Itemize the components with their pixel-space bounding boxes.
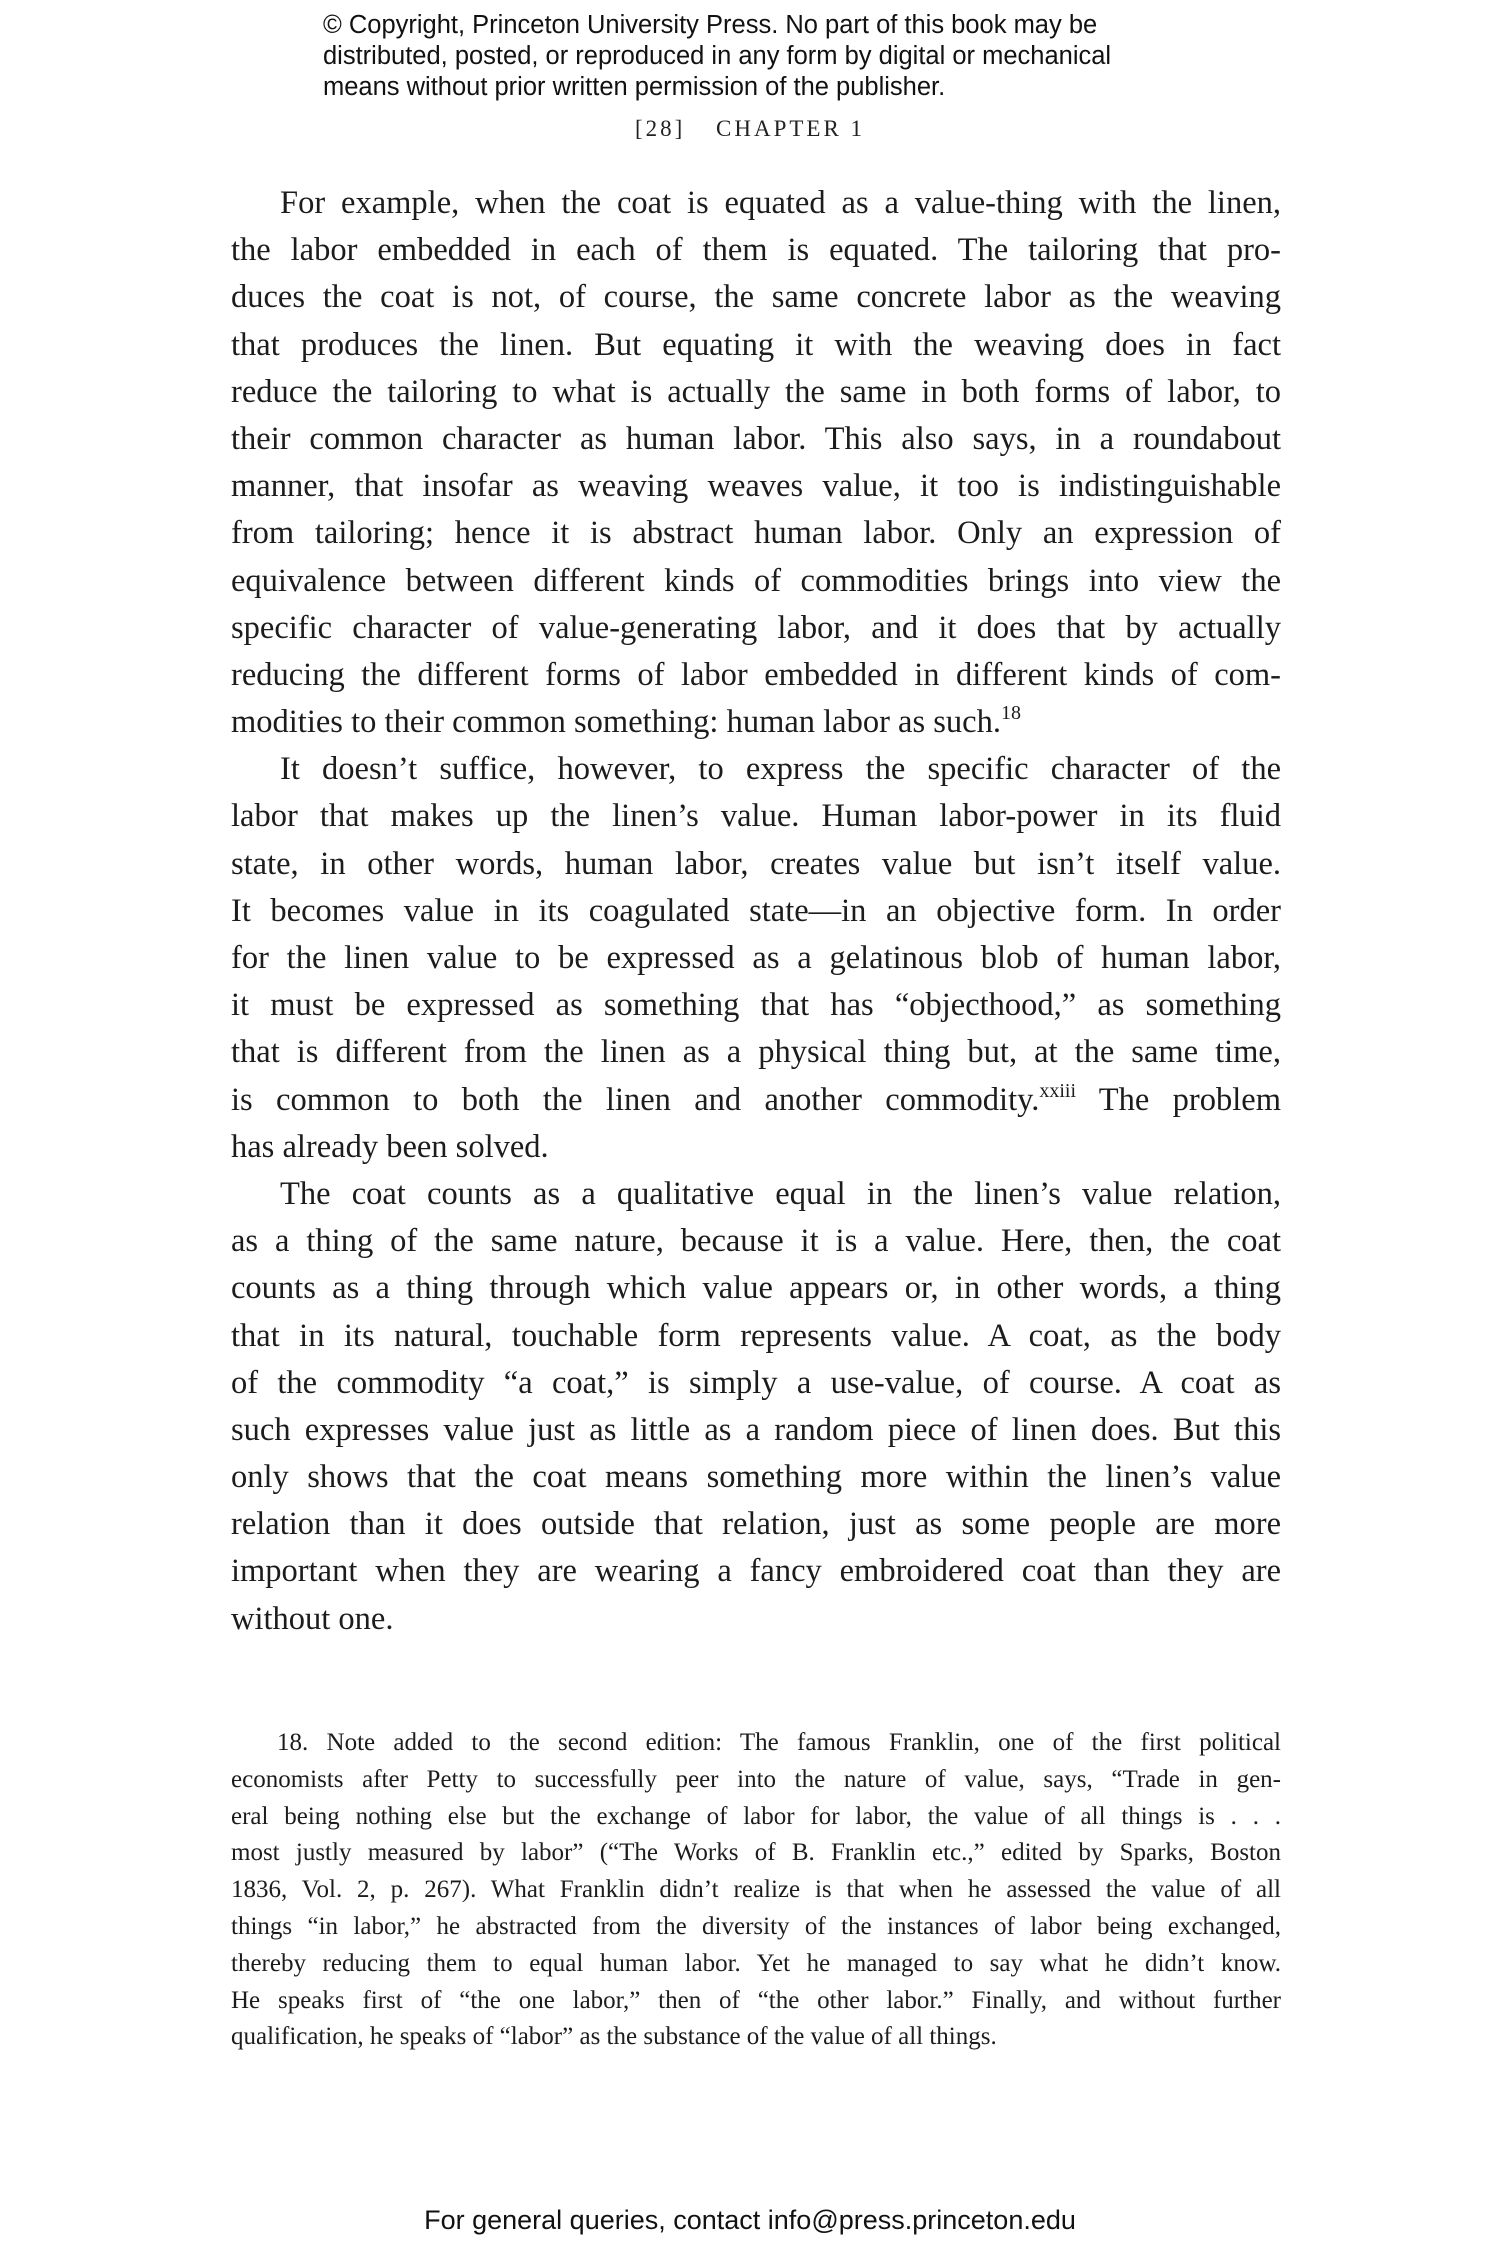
text-line: relation than it does outside that relation, just as some people are more bbox=[231, 1506, 1281, 1543]
text-line: counts as a thing through which value appears or, in other words, a thing bbox=[231, 1270, 1281, 1307]
text-line: reduce the tailoring to what is actually the same in both forms of labor, to bbox=[231, 373, 1281, 410]
text-line: of the commodity “a coat,” is simply a use-value, of course. A coat as bbox=[231, 1364, 1281, 1401]
copyright-line: means without prior written permission of the publisher. bbox=[323, 73, 946, 101]
copyright-line: distributed, posted, or reproduced in any form by digital or mechanical bbox=[323, 42, 1112, 70]
text-line: it must be expressed as something that has “objecthood,” as something bbox=[231, 987, 1281, 1024]
text-line: labor that makes up the linen’s value. Human labor-power in its fluid bbox=[231, 798, 1281, 835]
text-line: that produces the linen. But equating it with the weaving does in fact bbox=[231, 326, 1281, 363]
chapter-title: CHAPTER 1 bbox=[716, 116, 866, 141]
text-line: manner, that insofar as weaving weaves value, it too is indistinguishable bbox=[231, 468, 1281, 505]
footnote-line: eral being nothing else but the exchange of labor for labor, the value of all things is . . . bbox=[231, 1802, 1281, 1830]
text-line: that is different from the linen as a physical thing but, at the same time, bbox=[231, 1034, 1281, 1071]
text-line: their common character as human labor. This also says, in a roundabout bbox=[231, 420, 1281, 457]
main-text bbox=[231, 180, 1281, 1643]
footnote-line: most justly measured by labor” (“The Works of B. Franklin etc.,” edited by Sparks, Boston bbox=[231, 1839, 1281, 1867]
contact-footer: For general queries, contact info@press.princeton.edu bbox=[424, 2205, 1076, 2235]
text-line: important when they are wearing a fancy embroidered coat than they are bbox=[231, 1553, 1281, 1590]
copyright-notice bbox=[323, 10, 1223, 103]
text-line: For example, when the coat is equated as a value-thing with the linen, bbox=[280, 185, 1281, 221]
footnote-line: thereby reducing them to equal human labor. Yet he managed to say what he didn’t know. bbox=[231, 1949, 1281, 1977]
text-line: reducing the different forms of labor embedded in different kinds of com- bbox=[231, 656, 1281, 693]
text-line: that in its natural, touchable form represents value. A coat, as the body bbox=[231, 1317, 1281, 1354]
text-line: equivalence between different kinds of commodities brings into view the bbox=[231, 562, 1281, 599]
text-line: for the linen value to be expressed as a gelatinous blob of human labor, bbox=[231, 940, 1281, 976]
footnote-line: He speaks first of “the one labor,” then of “the other labor.” Finally, and without further bbox=[231, 1986, 1281, 2014]
footnote-line: things “in labor,” he abstracted from the diversity of the instances of labor being exchanged, bbox=[231, 1912, 1281, 1940]
footnote-line: 1836, Vol. 2, p. 267). What Franklin didn’t realize is that when he assessed the value of all bbox=[231, 1876, 1281, 1904]
footnote-marker[interactable]: 18 bbox=[1000, 702, 1021, 725]
running-head bbox=[0, 116, 1500, 142]
footnote-line: qualification, he speaks of “labor” as the substance of the value of all things. bbox=[231, 2023, 997, 2051]
copyright-line: © Copyright, Princeton University Press. No part of this book may be bbox=[323, 11, 1098, 39]
text-line bbox=[231, 699, 1281, 746]
endnote-marker[interactable]: xxiii bbox=[1039, 1079, 1077, 1102]
text-segment: The problem bbox=[1076, 1081, 1281, 1118]
text-line: The coat counts as a qualitative equal in the linen’s value relation, bbox=[280, 1175, 1281, 1212]
footnote-18 bbox=[231, 1725, 1281, 2056]
text-line: as a thing of the same nature, because it is a value. Here, then, the coat bbox=[231, 1223, 1281, 1260]
text-line: the labor embedded in each of them is equated. The tailoring that pro- bbox=[231, 232, 1281, 269]
text-line: state, in other words, human labor, creates value but isn’t itself value. bbox=[231, 845, 1281, 882]
text-line: only shows that the coat means something more within the linen’s value bbox=[231, 1459, 1281, 1496]
page-number: [28] bbox=[634, 116, 686, 141]
text-line: such expresses value just as little as a random piece of linen does. But this bbox=[231, 1411, 1281, 1448]
text-line: without one. bbox=[231, 1600, 394, 1637]
footnote-line: 18. Note added to the second edition: The famous Franklin, one of the first political bbox=[277, 1729, 1281, 1756]
text-line: from tailoring; hence it is abstract human labor. Only an expression of bbox=[231, 515, 1281, 552]
text-segment: modities to their common something: human labor as such. bbox=[231, 704, 1001, 741]
text-line bbox=[231, 1077, 1281, 1124]
text-line: It doesn’t suffice, however, to express the specific character of the bbox=[280, 751, 1281, 788]
text-line: specific character of value-generating labor, and it does that by actually bbox=[231, 609, 1281, 646]
text-line: has already been solved. bbox=[231, 1128, 549, 1165]
text-line: duces the coat is not, of course, the same concrete labor as the weaving bbox=[231, 279, 1281, 316]
text-segment: is common to both the linen and another commodity. bbox=[231, 1081, 1040, 1118]
footnote-line: economists after Petty to successfully peer into the nature of value, says, “Trade in gen- bbox=[231, 1765, 1281, 1793]
text-line: It becomes value in its coagulated state—in an objective form. In order bbox=[231, 892, 1281, 929]
